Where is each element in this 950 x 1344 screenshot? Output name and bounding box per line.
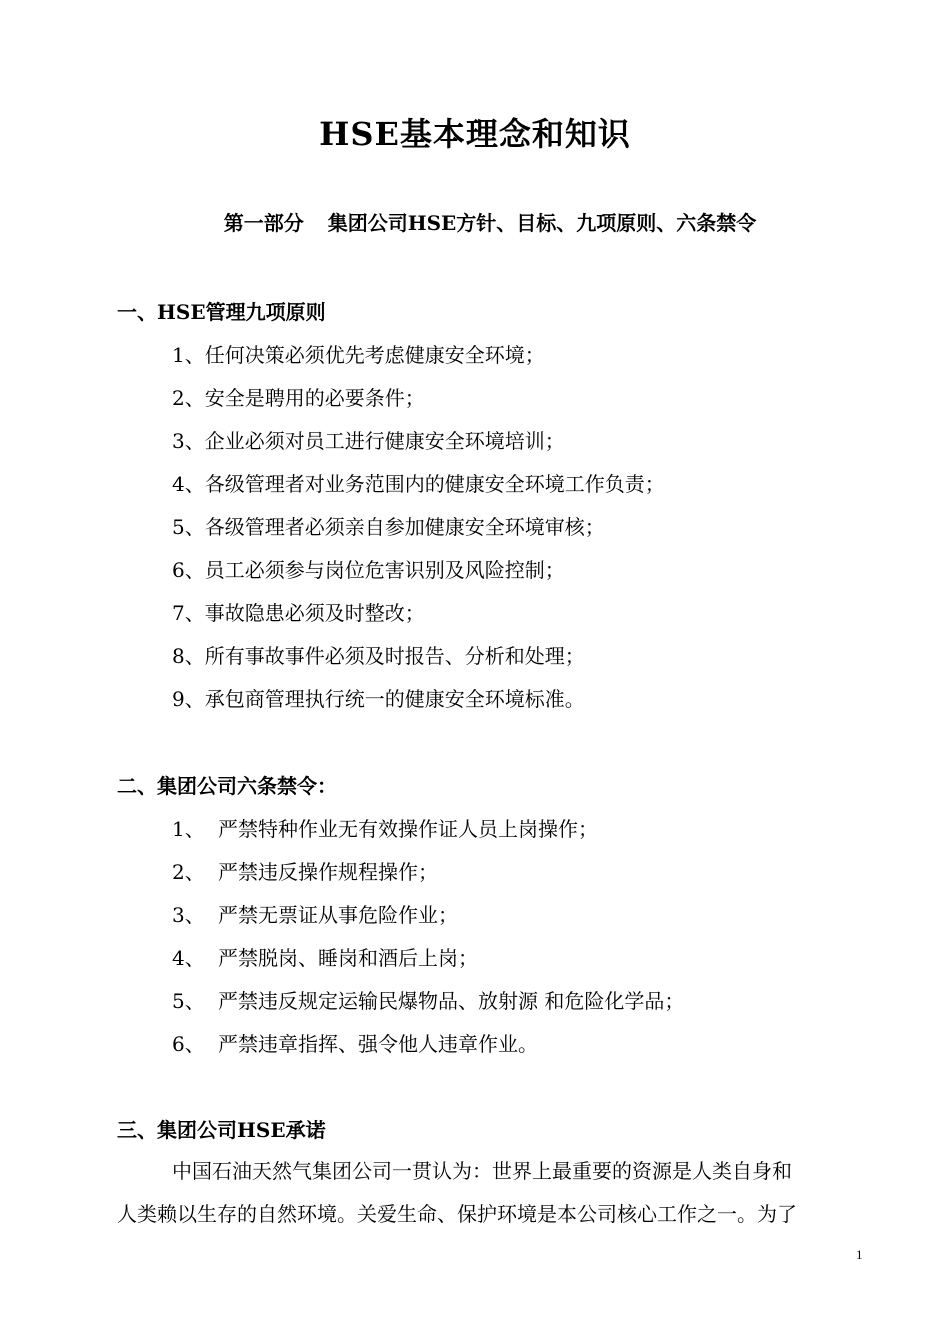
document-title: HSE基本理念和知识	[319, 115, 631, 153]
section-heading-principles: 一、HSE管理九项原则	[117, 300, 326, 324]
list-item: 2、安全是聘用的必要条件；	[172, 386, 425, 410]
list-item: 9、承包商管理执行统一的健康安全环境标准。	[172, 687, 585, 711]
section-heading-prohibitions: 二、集团公司六条禁令：	[117, 774, 337, 798]
section-heading-commitment: 三、集团公司HSE承诺	[117, 1118, 326, 1142]
paragraph-line: 人类赖以生存的自然环境。关爱生命、保护环境是本公司核心工作之一。为了	[117, 1202, 797, 1226]
part-label: 第一部分	[223, 211, 304, 235]
list-item: 4、 严禁脱岗、睡岗和酒后上岗；	[172, 946, 478, 970]
part-heading	[0, 208, 950, 238]
list-item: 7、事故隐患必须及时整改；	[172, 601, 425, 625]
paragraph-line: 中国石油天然气集团公司一贯认为：世界上最重要的资源是人类自身和	[172, 1159, 792, 1183]
part-title: 集团公司HSE方针、目标、九项原则、六条禁令	[327, 211, 757, 235]
list-item: 1、任何决策必须优先考虑健康安全环境；	[172, 343, 545, 367]
list-item: 6、员工必须参与岗位危害识别及风险控制；	[172, 558, 565, 582]
list-item: 6、 严禁违章指挥、强令他人违章作业。	[172, 1032, 538, 1056]
list-item: 8、所有事故事件必须及时报告、分析和处理；	[172, 644, 585, 668]
list-item: 2、 严禁违反操作规程操作；	[172, 860, 438, 884]
list-item: 3、 严禁无票证从事危险作业；	[172, 903, 458, 927]
list-item: 4、各级管理者对业务范围内的健康安全环境工作负责；	[172, 472, 665, 496]
page-number: 1	[856, 1247, 863, 1262]
list-item: 1、 严禁特种作业无有效操作证人员上岗操作；	[172, 817, 598, 841]
list-item: 5、 严禁违反规定运输民爆物品、放射源 和危险化学品；	[172, 989, 685, 1013]
list-item: 5、各级管理者必须亲自参加健康安全环境审核；	[172, 515, 605, 539]
list-item: 3、企业必须对员工进行健康安全环境培训；	[172, 429, 565, 453]
